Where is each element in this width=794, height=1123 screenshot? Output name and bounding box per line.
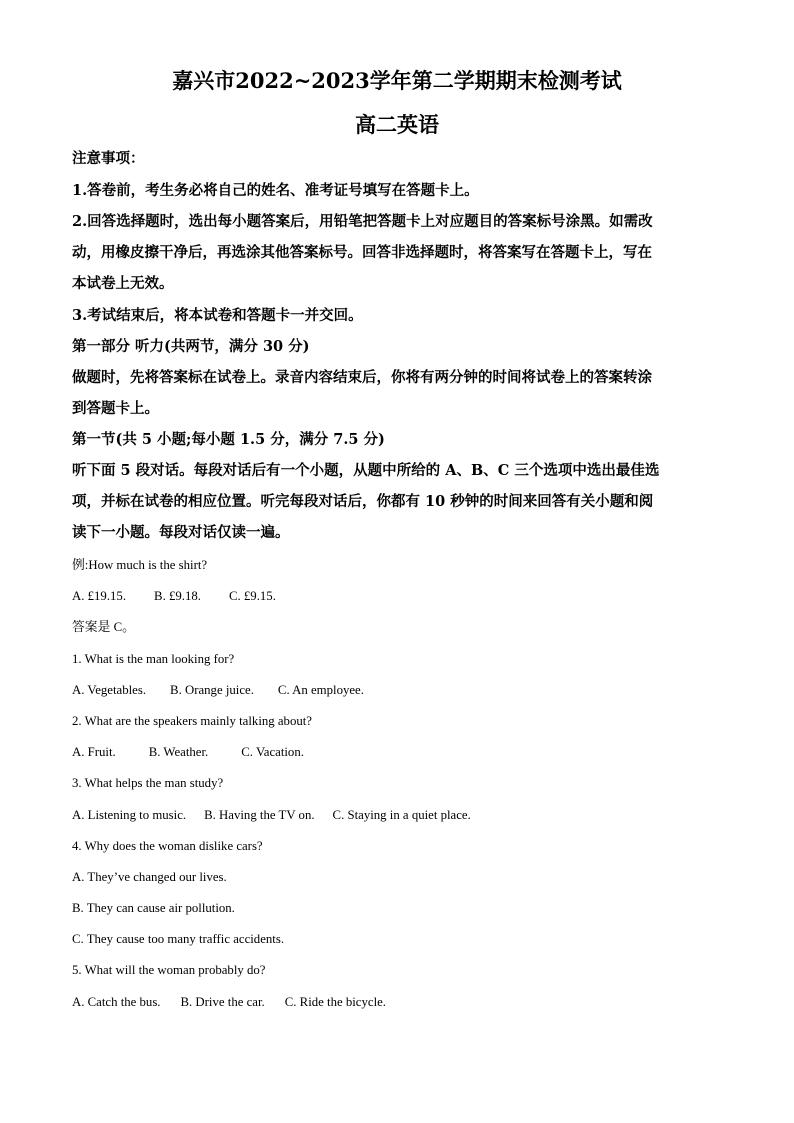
question-5-options bbox=[72, 993, 386, 1011]
question-1-stem: 1. What is the man looking for? bbox=[72, 652, 235, 666]
part1-intro-line-1: 做题时，先将答案标在试卷上。录音内容结束后，你将有两分钟的时间将试卷上的答案转涂 bbox=[72, 369, 652, 386]
question-2-option-a: A. Fruit. bbox=[72, 745, 116, 759]
question-3-option-c: C. Staying in a quiet place. bbox=[332, 808, 471, 822]
example-option-a: A. £19.15. bbox=[72, 589, 127, 603]
question-3-options bbox=[72, 806, 471, 824]
note-item-2-line-1: 2.回答选择题时，选出每小题答案后，用铅笔把答题卡上对应题目的答案标号涂黑。如需改 bbox=[72, 213, 653, 230]
part1-intro-line-2: 到答题卡上。 bbox=[72, 400, 159, 417]
note-item-1: 1.答卷前，考生务必将自己的姓名、准考证号填写在答题卡上。 bbox=[72, 182, 479, 199]
question-4-stem: 4. Why does the woman dislike cars? bbox=[72, 839, 263, 853]
section1-intro-line-1: 听下面 5 段对话。每段对话后有一个小题，从题中所给的 A、B、C 三个选项中选出最佳选 bbox=[72, 462, 660, 479]
example-options bbox=[72, 587, 276, 605]
question-4-option-c: C. They cause too many traffic accidents. bbox=[72, 932, 285, 946]
question-3-option-b: B. Having the TV on. bbox=[204, 808, 315, 822]
question-1-option-b: B. Orange juice. bbox=[170, 683, 254, 697]
question-2-options bbox=[72, 743, 304, 761]
part1-heading: 第一部分 听力(共两节，满分 30 分) bbox=[72, 338, 310, 355]
question-2-option-c: C. Vacation. bbox=[241, 745, 304, 759]
question-4-option-a: A. They’ve changed our lives. bbox=[72, 870, 227, 884]
question-5-option-a: A. Catch the bus. bbox=[72, 995, 161, 1009]
example-answer: 答案是 C。 bbox=[72, 620, 135, 634]
example-option-b: B. £9.18. bbox=[154, 589, 201, 603]
note-item-2-line-3: 本试卷上无效。 bbox=[72, 275, 174, 292]
notes-heading: 注意事项： bbox=[72, 150, 145, 167]
exam-subtitle: 高二英语 bbox=[355, 112, 439, 137]
example-option-c: C. £9.15. bbox=[228, 589, 276, 603]
question-5-stem: 5. What will the woman probably do? bbox=[72, 963, 266, 977]
question-4-option-b: B. They can cause air pollution. bbox=[72, 901, 235, 915]
example-question: 例:How much is the shirt? bbox=[72, 558, 208, 572]
note-item-2-line-2: 动，用橡皮擦干净后，再选涂其他答案标号。回答非选择题时，将答案写在答题卡上，写在 bbox=[72, 244, 652, 261]
section1-heading: 第一节(共 5 小题;每小题 1.5 分，满分 7.5 分) bbox=[72, 431, 385, 448]
question-2-option-b: B. Weather. bbox=[148, 745, 209, 759]
section1-intro-line-3: 读下一小题。每段对话仅读一遍。 bbox=[72, 524, 290, 541]
exam-title: 嘉兴市2022~2023学年第二学期期末检测考试 bbox=[172, 68, 622, 93]
question-3-option-a: A. Listening to music. bbox=[72, 808, 187, 822]
section1-intro-line-2: 项，并标在试卷的相应位置。听完每段对话后，你都有 10 秒钟的时间来回答有关小题和阅 bbox=[72, 493, 654, 510]
note-item-3: 3.考试结束后，将本试卷和答题卡一并交回。 bbox=[72, 307, 363, 324]
question-1-option-a: A. Vegetables. bbox=[72, 683, 147, 697]
question-1-option-c: C. An employee. bbox=[277, 683, 364, 697]
question-5-option-b: B. Drive the car. bbox=[180, 995, 265, 1009]
question-3-stem: 3. What helps the man study? bbox=[72, 776, 224, 790]
question-5-option-c: C. Ride the bicycle. bbox=[284, 995, 387, 1009]
question-2-stem: 2. What are the speakers mainly talking about? bbox=[72, 714, 312, 728]
question-1-options bbox=[72, 681, 364, 699]
